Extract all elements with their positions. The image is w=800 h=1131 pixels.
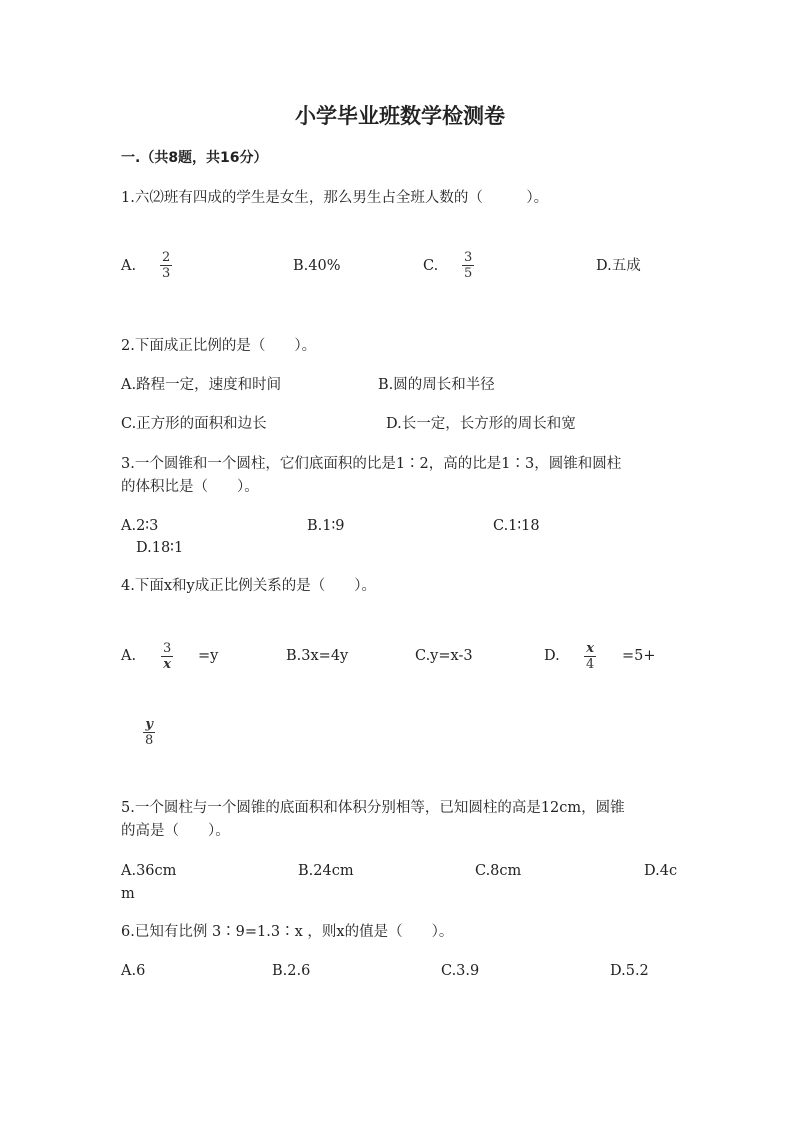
- q4-option-d-label: D.: [544, 648, 560, 664]
- q1-option-b: B.40%: [293, 258, 341, 274]
- q1-option-c-label: C.: [423, 258, 439, 274]
- fraction-denominator: x: [163, 657, 172, 672]
- q6-option-a: A.6: [121, 963, 146, 979]
- q1-option-a-fraction: [160, 250, 172, 281]
- q4-option-a-tail: =y: [198, 648, 219, 664]
- q5-option-b: B.24cm: [298, 863, 354, 879]
- q4-option-a-label: A.: [121, 648, 137, 664]
- question-3-stem-line-2: 的体积比是（ ）。: [121, 479, 259, 495]
- question-4-stem: 4.下面x和y成正比例关系的是（ ）。: [121, 578, 376, 594]
- fraction-denominator: 8: [145, 733, 154, 748]
- question-1-stem: 1.六⑵班有四成的学生是女生，那么男生占全班人数的（ ）。: [121, 190, 549, 206]
- q3-option-c: C.1∶18: [493, 518, 540, 534]
- q1-option-a-label: A.: [121, 258, 137, 274]
- q4-option-d-fraction: [584, 641, 596, 672]
- question-3-stem-line-1: 3.一个圆锥和一个圆柱，它们底面积的比是1∶2，高的比是1∶3，圆锥和圆柱: [121, 456, 622, 472]
- fraction-numerator: 3: [163, 641, 172, 656]
- q4-option-d-tail: =5+: [622, 648, 656, 664]
- question-2-stem: 2.下面成正比例的是（ ）。: [121, 338, 317, 354]
- q4-option-a-fraction: [161, 641, 173, 672]
- q6-option-c: C.3.9: [441, 963, 480, 979]
- section-heading: 一.（共8题，共16分）: [121, 150, 268, 166]
- q5-option-a: A.36cm: [121, 863, 177, 879]
- q4-option-d-fraction-continued: [143, 717, 155, 748]
- q4-option-c: C.y=x-3: [415, 648, 473, 664]
- fraction-numerator: 2: [162, 250, 171, 265]
- question-6-stem: 6.已知有比例 3∶9=1.3∶x ，则x的值是（ ）。: [121, 924, 454, 940]
- question-5-stem-line-2: 的高是（ ）。: [121, 823, 230, 839]
- q3-option-d: D.18∶1: [136, 540, 184, 556]
- q2-option-c: C.正方形的面积和边长: [121, 416, 267, 432]
- fraction-numerator: 3: [464, 250, 473, 265]
- q4-option-b: B.3x=4y: [286, 648, 349, 664]
- q3-option-b: B.1∶9: [307, 518, 345, 534]
- fraction-denominator: 5: [464, 266, 473, 281]
- question-5-stem-line-1: 5.一个圆柱与一个圆锥的底面积和体积分别相等，已知圆柱的高是12cm，圆锥: [121, 800, 625, 816]
- page-title: 小学毕业班数学检测卷: [295, 103, 505, 128]
- q5-option-d-continued: m: [121, 886, 135, 902]
- q2-option-b: B.圆的周长和半径: [378, 377, 495, 393]
- q2-option-d: D.长一定，长方形的周长和宽: [386, 416, 576, 432]
- fraction-numerator: y: [145, 717, 153, 732]
- q1-option-c-fraction: [462, 250, 474, 281]
- q3-option-a: A.2∶3: [121, 518, 159, 534]
- q5-option-c: C.8cm: [475, 863, 522, 879]
- fraction-denominator: 3: [162, 266, 171, 281]
- q6-option-d: D.5.2: [610, 963, 649, 979]
- q5-option-d: D.4c: [644, 863, 678, 879]
- q1-option-d: D.五成: [596, 258, 641, 274]
- fraction-denominator: 4: [586, 657, 595, 672]
- q6-option-b: B.2.6: [272, 963, 311, 979]
- fraction-numerator: x: [586, 641, 595, 656]
- q2-option-a: A.路程一定，速度和时间: [121, 377, 282, 393]
